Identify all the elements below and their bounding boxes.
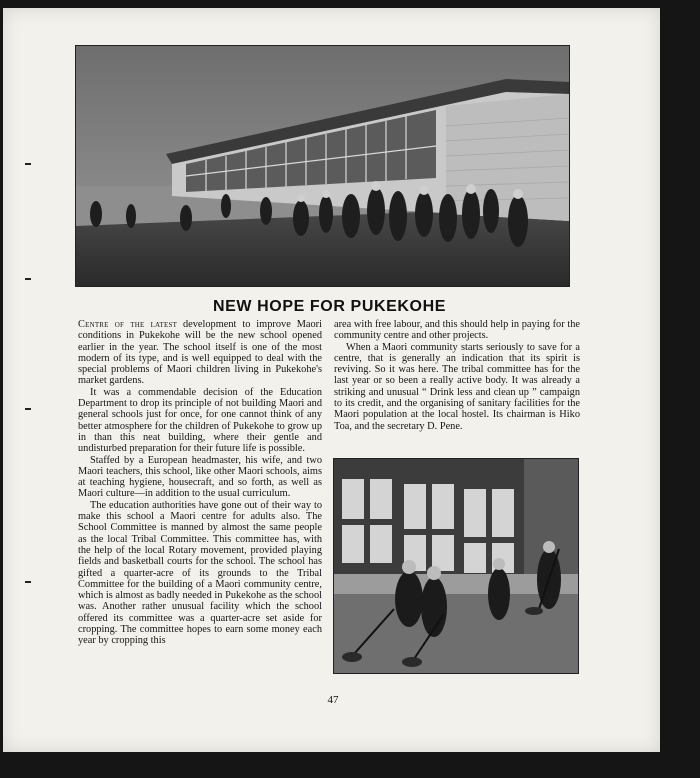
article-paragraph: When a Maori community starts seriously to save for a centre, that is generally an indication that its spirit is reviving. So it was here. The tribal committee has for the last year or so been a really active body. It was already a striking and unusual “ Drink less and clean up ” campaign to its credit, and the organising of sanitary facilities for the Maori population at the local hostel. Its chairman is Hiko Toa, and the secretary D. Pene. (334, 341, 580, 432)
article-lead-in: Centre of the latest (78, 319, 178, 330)
article-paragraph: The education authorities have gone out of their way to make this school a Maori centre for adults also. The School Committee is manned by almost the same people as the local Tribal Committee. This committee has, with the help of the local Rotary movement, provided playing fields and basketball courts for the school. The school has gifted a quarter-acre of its grounds to the Tribal Committee for the building of a Maori community centre, which is almost as badly needed in Pukekohe as the school was. Another rather unusual facility which the school offered its committee was a quarter-acre set aside for cropping. The committee hopes to earn some money each year by cropping this (78, 499, 322, 647)
article-right-column (334, 319, 580, 432)
page-number: 47 (327, 694, 339, 706)
binding-mark (25, 163, 31, 165)
article-title: NEW HOPE FOR PUKEKOHE (212, 298, 447, 315)
article-paragraph: It was a commendable decision of the Education Department to drop its principle of not building Maori and general schools just for once, for one cannot think of any better atmosphere for the children of Pukekohe to grow up in than this neat building, where their gentle and undisturbed preparation for their future life is possible. (78, 386, 322, 455)
magazine-page (3, 8, 660, 752)
binding-mark (25, 581, 31, 583)
binding-mark (25, 408, 31, 410)
binding-mark (25, 278, 31, 280)
article-left-column (78, 319, 322, 647)
article-paragraph: area with free labour, and this should help in paying for the community centre and other projects. (334, 319, 580, 342)
children-sweeping-photo (333, 458, 579, 674)
school-building-photo (75, 45, 570, 287)
article-paragraph: Staffed by a European headmaster, his wife, and two Maori teachers, this school, like other Maori schools, aims at teaching hygiene, housecraft, and so forth, as well as Maori culture—in addition to the usual curriculum. (78, 454, 322, 500)
article-paragraph: Centre of the latest development to improve Maori conditions in Pukekohe will be the new school opened earlier in the year. The school itself is one of the most modern of its type, and is well equipped to deal with the special problems of Maori children living in Pukekohe's market gardens. (78, 319, 322, 387)
